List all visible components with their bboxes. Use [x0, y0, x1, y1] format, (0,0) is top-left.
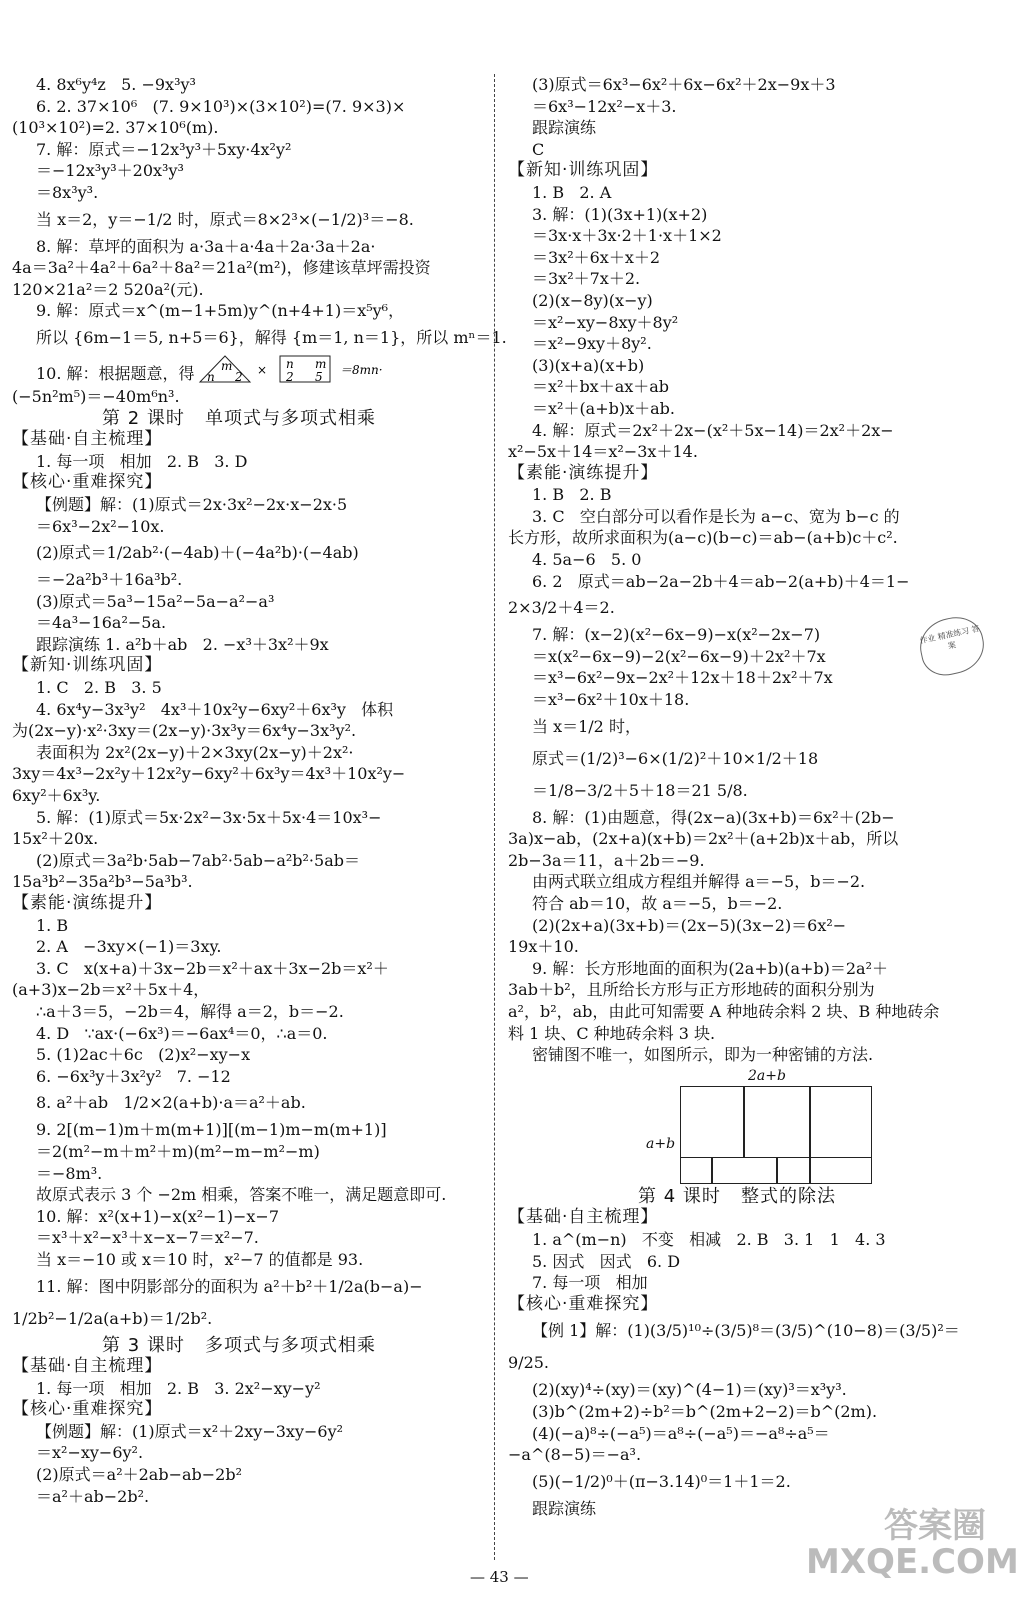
line-text: 1. 每一项 相加 2. B 3. 2x²−xy−y² [36, 1378, 321, 1398]
line-text: 7. 解：原式＝−12x³y³＋5xy·4x²y² [36, 139, 292, 159]
line-text: ＝x²−xy−6y². [36, 1443, 144, 1463]
text-line [12, 634, 482, 656]
line-text: 4. 解：原式＝2x²＋2x−(x²＋5x−14)＝2x²＋2x− [532, 420, 894, 440]
text-line [12, 1271, 482, 1303]
text-line [508, 1023, 978, 1045]
line-text: (4)(−a)⁸÷(−a⁵)＝a⁸÷(−a⁵)＝−a⁸÷a⁵＝ [532, 1423, 830, 1443]
text-line [508, 592, 978, 624]
text-line [12, 699, 482, 721]
line-text: (5)(−1/2)⁰＋(π−3.14)⁰＝1＋1＝2. [532, 1471, 791, 1491]
text-line [508, 1251, 978, 1273]
text-line [12, 96, 482, 118]
text-line [12, 828, 482, 850]
line-text: 8. 解：草坪的面积为 a·3a＋a·4a＋2a·3a＋2a· [36, 236, 376, 256]
text-line [12, 279, 482, 301]
line-text: 【新知·训练巩固】 [508, 160, 659, 181]
text-line [12, 204, 482, 236]
line-text: 表面积为 2x²(2x−y)＋2×3xy(2x−y)＋2x²· [36, 742, 354, 762]
text-line [12, 1227, 482, 1249]
text-line [508, 74, 978, 96]
line-text: 4. D ∵ax·(−6x³)＝−6ax⁴＝0，∴a＝0. [36, 1023, 328, 1043]
line-text: 9/25. [508, 1353, 550, 1373]
left-column [12, 74, 507, 1507]
text-line [508, 398, 978, 420]
line-text: 6. 2 原式＝ab−2a−2b＋4＝ab−2(a+b)＋4＝1− [532, 571, 910, 591]
line-text: 11. 解：图中阴影部分的面积为 a²＋b²＋1/2a(b−a)− [36, 1276, 423, 1296]
line-text: 当 x＝−10 或 x＝10 时，x²−7 的值都是 93. [36, 1249, 364, 1269]
text-line [12, 322, 507, 354]
line-text: (3)b^(2m+2)÷b²＝b^(2m+2−2)＝b^(2m). [532, 1401, 878, 1421]
line-text: 原式＝(1/2)³−6×(1/2)²＋10×1/2＋18 [532, 748, 819, 768]
line-text: 【新知·训练巩固】 [12, 655, 163, 676]
triangle-box-figure [195, 354, 405, 395]
watermark-logo [806, 1506, 1019, 1588]
line-text: a²，b²，ab，由此可知需要 A 种地砖余料 2 块、B 种地砖余 [508, 1001, 940, 1021]
text-line [12, 677, 482, 699]
line-text: ＝x²＋(a+b)x＋ab. [532, 398, 676, 418]
line-text: ＝x³−6x²＋10x＋18. [532, 690, 690, 710]
line-text: 3. 解：(1)(3x+1)(x+2) [532, 204, 708, 224]
line-text: 3xy＝4x³−2x²y＋12x²y−6xy²＋6x³y＝4x³＋10x²y− [12, 764, 406, 784]
text-line [12, 1486, 482, 1508]
text-line [508, 1423, 978, 1445]
text-line [508, 1379, 978, 1401]
text-line [12, 1141, 482, 1163]
text-line [508, 850, 978, 872]
line-text: 第 4 课时 整式的除法 [638, 1185, 837, 1207]
text-line [12, 1378, 482, 1400]
text-line [508, 743, 978, 775]
line-text: 符合 ab＝10，故 a＝−5，b＝−2. [532, 894, 783, 913]
line-text: (2)(2x+a)(3x+b)＝(2x−5)(3x−2)＝6x²− [532, 915, 847, 935]
line-text: ＝3x²＋6x＋x＋2 [532, 247, 661, 267]
line-text: (10³×10²)=2. 37×10⁶(m). [12, 118, 219, 138]
text-line [12, 807, 482, 829]
line-text: ＝8x³y³. [36, 182, 99, 202]
line-text: (3)原式＝6x³−6x²＋6x−6x²＋2x−9x＋3 [532, 75, 836, 94]
text-line [508, 1444, 978, 1466]
text-line [508, 775, 978, 807]
lesson-title [12, 408, 482, 430]
text-line [12, 300, 482, 322]
text-line [508, 958, 978, 980]
text-line [12, 569, 482, 591]
text-line [508, 247, 978, 269]
line-text: 9. 2[(m−1)m＋m(m+1)][(m−1)m−m(m+1)] [36, 1120, 387, 1140]
right-column-upper [508, 74, 978, 1066]
line-text: 1. B [36, 915, 69, 935]
line-text: x²−5x＋14＝x²−3x＋14. [508, 442, 698, 462]
text-line [12, 915, 482, 937]
text-line [508, 624, 978, 646]
line-text: (2)原式＝a²＋2ab−ab−2b² [36, 1465, 243, 1485]
section-heading [12, 893, 482, 915]
line-text: (−5n²m⁵)＝−40m⁶n³. [12, 386, 180, 406]
line-text: (a+3)x−2b＝x²＋5x＋4， [12, 980, 210, 1000]
text-line [508, 807, 978, 829]
text-line [508, 871, 978, 893]
triangle-bottom-left-label: n [206, 369, 215, 384]
text-line [508, 689, 978, 711]
text-line [12, 182, 482, 204]
line-text: 9. 解：长方形地面的面积为(2a+b)(a+b)＝2a²＋ [532, 958, 889, 978]
text-line [12, 1206, 482, 1228]
text-line [508, 1347, 978, 1379]
text-line [508, 915, 978, 937]
section-heading [12, 1399, 482, 1421]
section-heading [508, 1207, 978, 1229]
text-line [12, 958, 482, 980]
column-divider [494, 74, 495, 1560]
line-text: ＝x²＋bx＋ax＋ab [532, 377, 670, 397]
line-text: 【基础·自主梳理】 [12, 1356, 163, 1377]
stamp-text: 作业 精准练习 答案 [918, 623, 981, 651]
line-text: 【核心·重难探究】 [12, 1399, 163, 1420]
line-text: 8. a²＋ab 1/2×2(a+b)·a＝a²＋ab. [36, 1093, 306, 1113]
line-text: 4. 6x⁴y−3x³y² 4x³＋10x²y−6xy²＋6x³y 体积 [36, 699, 394, 719]
line-text: 为(2x−y)·x²·3xy＝(2x−y)·3x³y＝6x⁴y−3x³y². [12, 721, 357, 741]
line-text: 5. (1)2ac＋6c (2)x²−xy−x [36, 1045, 251, 1065]
triangle-top-label: m [220, 358, 232, 373]
text-line [508, 139, 978, 161]
section-heading [508, 1294, 978, 1316]
text-line [508, 420, 978, 442]
line-text: 密铺图不唯一，如图所示，即为一种密铺的方法. [532, 1045, 874, 1065]
text-line [12, 1023, 482, 1045]
line-text: ＝x³＋x²−x³＋x−x−7＝x²−7. [36, 1228, 259, 1248]
box-bottom-left-label: 2 [285, 369, 294, 384]
triangle-result: ＝8mn· [339, 362, 383, 377]
line-text: ∴a＋3＝5，−2b＝4，解得 a＝2，b＝−2. [36, 1001, 344, 1021]
text-line [12, 1044, 482, 1066]
line-text: 【素能·演练提升】 [508, 462, 659, 483]
tile-top-label: 2a+b [748, 1067, 786, 1084]
line-text: 所以 {6m−1＝5, n+5＝6}，解得 {m＝1, n＝1}，所以 mⁿ＝1. [36, 327, 507, 347]
text-line [508, 1001, 978, 1023]
text-line [508, 527, 978, 549]
text-line [508, 312, 978, 334]
line-text: ＝−12x³y³＋20x³y³ [36, 161, 184, 181]
text-line [12, 742, 482, 764]
tile-side-label: a+b [646, 1135, 676, 1152]
line-text: 10. 解：x²(x+1)−x(x²−1)−x−7 [36, 1206, 280, 1226]
text-line [508, 979, 978, 1001]
text-line [508, 1229, 978, 1251]
box-bottom-right-label: 5 [314, 369, 323, 384]
line-text: ＝2(m²−m＋m²＋m)(m²−m−m²−m) [36, 1141, 320, 1161]
text-line [12, 1184, 482, 1206]
line-text: 9. 解：原式＝x^(m−1+5m)y^(n+4+1)＝x⁵y⁶， [36, 301, 405, 321]
line-text: 【核心·重难探究】 [508, 1293, 659, 1314]
line-text: 【素能·演练提升】 [12, 893, 163, 913]
line-text: 【例题】解：(1)原式＝x²＋2xy−3xy−6y² [36, 1421, 344, 1441]
line-text: 15x²＋20x. [12, 829, 99, 849]
text-line [12, 871, 482, 893]
box-top-left-label: n [285, 356, 294, 371]
section-heading [12, 472, 482, 494]
line-text: 6xy²＋6x³y. [12, 786, 101, 806]
text-line [508, 936, 978, 958]
line-text: 1/2b²−1/2a(a+b)＝1/2b². [12, 1308, 213, 1328]
text-line [508, 225, 978, 247]
line-text: (2)(x−8y)(x−y) [532, 290, 653, 310]
line-text: (2)(xy)⁴÷(xy)＝(xy)^(4−1)＝(xy)³＝x³y³. [532, 1380, 847, 1400]
text-line [508, 1401, 978, 1423]
triangle-bottom-right-label: 2 [234, 369, 243, 384]
watermark-text: 答案圈 MXQE.COM [806, 1506, 1019, 1582]
text-line [12, 1087, 482, 1119]
text-line [508, 484, 978, 506]
text-line [508, 182, 978, 204]
line-text: ＝3x·x＋3x·2＋1·x＋1×2 [532, 226, 722, 246]
text-line [12, 1163, 482, 1185]
section-heading [12, 655, 482, 677]
line-text: 5. 解：(1)原式＝5x·2x²−3x·5x＋5x·4＝10x³− [36, 807, 382, 827]
line-text: 7. 解：(x−2)(x²−6x−9)−x(x²−2x−7) [532, 625, 821, 645]
text-line [12, 591, 482, 613]
line-text: 故原式表示 3 个 −2m 相乘，答案不唯一，满足题意即可. [36, 1185, 447, 1205]
text-line [12, 257, 482, 279]
line-text: 4a＝3a²＋4a²＋6a²＋8a²＝21a²(m²)，修建该草坪需投资 [12, 258, 431, 278]
line-text: 4. 5a−6 5. 0 [532, 550, 642, 570]
text-line [508, 355, 978, 377]
line-text: 当 x＝1/2 时， [532, 716, 641, 736]
text-line [12, 850, 482, 872]
line-text: 3. C 空白部分可以看作是长为 a−c、宽为 b−c 的 [532, 506, 900, 526]
section-heading [12, 1356, 482, 1378]
line-text: 3ab＋b²，且所给长方形与正方形地砖的面积分别为 [508, 980, 875, 1000]
line-text: ＝−8m³. [36, 1163, 103, 1183]
lesson-title [508, 1186, 978, 1208]
tile-line [743, 1087, 745, 1157]
line-text: 19x＋10. [508, 937, 579, 957]
line-text: ＝−2a²b³＋16a³b². [36, 570, 183, 590]
text-line [508, 667, 978, 689]
text-line [508, 376, 978, 398]
line-text: 料 1 块、C 种地砖余料 3 块. [508, 1023, 716, 1043]
line-text: 1. a^(m−n) 不变 相减 2. B 3. 1 1 4. 3 [532, 1229, 886, 1249]
text-line [12, 516, 482, 538]
text-line [12, 494, 482, 516]
line-text: ＝x²−9xy＋8y². [532, 334, 652, 354]
line-text: ＝a²＋ab−2b². [36, 1486, 150, 1506]
text-line [12, 451, 482, 473]
section-heading [12, 429, 482, 451]
text-line [12, 1464, 482, 1486]
line-text: 10. 解：根据题意，得 [36, 363, 195, 383]
tile-line [809, 1087, 811, 1183]
text-line [12, 1442, 482, 1464]
line-text: 1. C 2. B 3. 5 [36, 678, 162, 698]
line-text: 当 x＝2，y＝−1/2 时，原式＝8×2³×(−1/2)³＝−8. [36, 209, 414, 229]
text-line [508, 117, 978, 139]
line-text: 跟踪演练 [532, 1498, 597, 1518]
text-line [12, 785, 482, 807]
text-line [508, 646, 978, 668]
text-line [12, 1249, 482, 1271]
section-heading [508, 463, 978, 485]
line-text: 120×21a²＝2 520a²(元). [12, 279, 204, 299]
text-line [12, 763, 482, 785]
line-text: 1. 每一项 相加 2. B 3. D [36, 451, 248, 471]
lesson-title [12, 1335, 482, 1357]
tile-rectangle [680, 1086, 872, 1184]
section-heading [508, 160, 978, 182]
line-text: ＝6x³−12x²−x＋3. [532, 96, 677, 116]
tile-line [776, 1157, 778, 1183]
line-text: 6. −6x³y＋3x²y² 7. −12 [36, 1066, 231, 1086]
line-text: (2)原式＝3a²b·5ab−7ab²·5ab−a²b²·5ab＝ [36, 850, 360, 870]
line-text: 第 3 课时 多项式与多项式相乘 [102, 1334, 377, 1356]
text-line [12, 979, 482, 1001]
text-line [12, 537, 482, 569]
line-text: 【例题】解：(1)原式＝2x·3x²−2x·x−2x·5 [36, 494, 348, 514]
line-text: 1. B 2. B [532, 485, 612, 505]
line-text: 长方形，故所求面积为(a−c)(b−c)＝ab−(a+b)c＋c². [508, 528, 898, 548]
line-text: 跟踪演练 1. a²b＋ab 2. −x³＋3x²＋9x [36, 634, 329, 654]
text-line [12, 160, 482, 182]
box-top-right-label: m [314, 356, 326, 371]
text-line [508, 893, 978, 915]
text-line [12, 139, 482, 161]
text-line [12, 1066, 482, 1088]
line-text: ＝4a³−16a²−5a. [36, 613, 167, 633]
line-text: 8. 解：(1)由题意，得(2x−a)(3x+b)＝6x²＋(2b− [532, 807, 895, 827]
text-line [12, 74, 482, 96]
text-line [508, 268, 978, 290]
line-text: ＝x²−xy−8xy＋8y² [532, 312, 679, 332]
line-text: 3a)x−ab，(2x+a)(x+b)＝2x²＋(a+2b)x＋ab，所以 [508, 829, 899, 849]
line-text: ＝1/8−3/2＋5＋18＝21 5/8. [532, 780, 748, 800]
line-text: 跟踪演练 [532, 118, 597, 138]
line-text: 2b−3a＝11，a＋2b＝−9. [508, 850, 705, 870]
line-text: 【核心·重难探究】 [12, 472, 163, 493]
line-text: C [532, 139, 545, 159]
right-column-lower [508, 1186, 978, 1520]
text-line [508, 506, 978, 528]
line-text: 第 2 课时 单项式与多项式相乘 [102, 407, 377, 429]
text-line [508, 1315, 978, 1347]
text-line [508, 549, 978, 571]
line-text: 2×3/2＋4＝2. [508, 598, 615, 618]
text-line [12, 936, 482, 958]
line-text: 【例 1】解：(1)(3/5)¹⁰÷(3/5)⁸＝(3/5)^(10−8)＝(3/5)²＝ [532, 1321, 960, 1341]
text-line [508, 1044, 978, 1066]
times-sign: × [256, 362, 267, 377]
line-text: 【基础·自主梳理】 [508, 1207, 659, 1228]
line-text: ＝6x³−2x²−10x. [36, 516, 165, 536]
line-text: 【基础·自主梳理】 [12, 429, 163, 450]
text-line [508, 1272, 978, 1294]
page-number: — 43 — [470, 1568, 529, 1586]
text-line [12, 354, 482, 386]
line-text: (3)(x+a)(x+b) [532, 355, 645, 375]
triangle-box-svg [195, 354, 405, 384]
text-line [508, 290, 978, 312]
text-line [508, 828, 978, 850]
text-line [508, 441, 978, 463]
line-text: 3. C x(x+a)＋3x−2b＝x²＋ax＋3x−2b＝x²＋ [36, 958, 389, 978]
line-text: (3)原式＝5a³−15a²−5a−a²−a³ [36, 591, 275, 611]
text-line [12, 1421, 482, 1443]
tile-diagram [508, 1066, 978, 1186]
right-column [508, 74, 978, 1519]
line-text: −a^(8−5)＝−a³. [508, 1445, 642, 1465]
text-line [12, 236, 482, 258]
tile-line [711, 1157, 713, 1183]
line-text: 15a³b²−35a²b³−5a³b³. [12, 872, 193, 892]
line-text: ＝3x²＋7x＋2. [532, 269, 641, 289]
line-text: 4. 8x⁶y⁴z 5. −9x³y³ [36, 75, 196, 94]
line-text: 由两式联立组成方程组并解得 a＝−5，b＝−2. [532, 872, 866, 892]
line-text: 6. 2. 37×10⁶ (7. 9×10³)×(3×10²)=(7. 9×3)× [36, 96, 406, 116]
text-line [508, 333, 978, 355]
text-line [508, 96, 978, 118]
text-line [12, 612, 482, 634]
line-text: 7. 每一项 相加 [532, 1273, 648, 1293]
line-text: 2. A −3xy×(−1)＝3xy. [36, 937, 222, 957]
text-line [12, 1119, 482, 1141]
text-line [508, 571, 978, 593]
line-text: 1. B 2. A [532, 182, 612, 202]
text-line [12, 1001, 482, 1023]
line-text: ＝x³−6x²−9x−2x²＋12x＋18＋2x²＋7x [532, 668, 833, 688]
line-text: (2)原式＝1/2ab²·(−4ab)＋(−4a²b)·(−4ab) [36, 543, 359, 563]
line-text: 5. 因式 因式 6. D [532, 1251, 681, 1271]
text-line [508, 711, 978, 743]
line-text: ＝x(x²−6x−9)−2(x²−6x−9)＋2x²＋7x [532, 646, 826, 666]
text-line [508, 204, 978, 226]
text-line [12, 720, 482, 742]
text-line [12, 117, 482, 139]
text-line [12, 1303, 482, 1335]
text-line [508, 1466, 978, 1498]
